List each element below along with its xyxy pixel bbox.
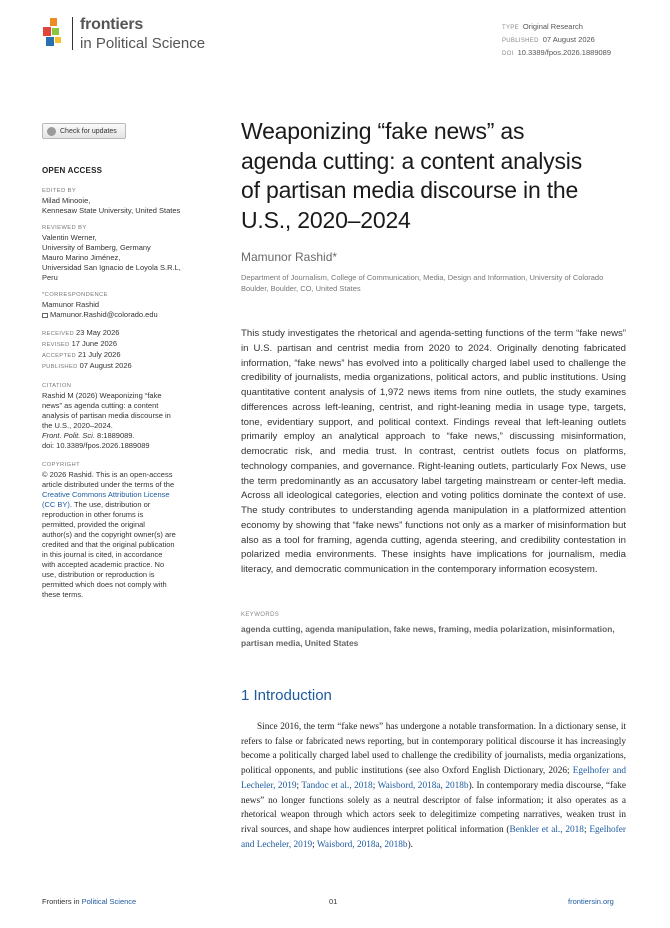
meta-type-value: Original Research [522, 22, 583, 31]
citation-line: Rashid M (2026) Weaponizing “fake [42, 391, 162, 400]
introduction-body [241, 720, 626, 852]
copyright-line: reproduction in other forums is [42, 510, 144, 519]
date-revised-value: 17 June 2026 [71, 339, 118, 348]
mail-icon [42, 313, 48, 318]
reference-link[interactable]: Benkler et al., 2018 [509, 824, 584, 835]
reference-link[interactable]: Egelhofer and Lecheler, 2019 [241, 824, 626, 850]
copyright-line: with accepted academic practice. No [42, 560, 165, 569]
cc-by-link[interactable]: (CC BY) [42, 500, 70, 509]
journal-name-bottom[interactable]: in Political Science [80, 35, 206, 52]
copyright-line: author(s) and the copyright owner(s) are [42, 530, 176, 539]
correspondence-email-row[interactable] [42, 310, 202, 320]
footer-journal-prefix: Frontiers in [42, 897, 82, 906]
copyright-line: these terms. [42, 590, 84, 599]
author-name[interactable]: Mamunor Rashid* [241, 250, 338, 264]
frontiers-logo-icon [42, 18, 66, 48]
reference-link[interactable]: 2018b [445, 780, 469, 791]
correspondence-label: *CORRESPONDENCE [42, 292, 108, 298]
footer-journal [42, 897, 136, 906]
date-revised-key: REVISED [42, 342, 70, 348]
title-line: of partisan media discourse in the [241, 177, 579, 203]
article-meta [502, 21, 611, 60]
introduction-text: ). [407, 839, 413, 850]
citation-journal: Front. Polit. Sci. [42, 431, 95, 440]
citation-line: the U.S., 2020–2024. [42, 421, 113, 430]
editor-name: Milad Minooie, [42, 196, 91, 205]
copyright-line: use, distribution or reproduction is [42, 570, 155, 579]
correspondence-name: Mamunor Rashid [42, 300, 100, 309]
citation-line: analysis of partisan media discourse in [42, 411, 171, 420]
article-title [241, 117, 641, 235]
title-line: agenda cutting: a content analysis [241, 147, 582, 174]
meta-published-key: PUBLISHED [502, 38, 539, 44]
introduction-text: ; [372, 780, 378, 791]
reference-link[interactable]: Tandoc et al., 2018 [301, 780, 373, 791]
check-for-updates-button[interactable] [42, 123, 126, 139]
reference-link[interactable]: 2018b [384, 839, 408, 850]
reviewer-line: Universidad San Ignacio de Loyola S.R.L, [42, 263, 181, 272]
keywords: agenda cutting, agenda manipulation, fake news, framing, media polarization, misinformation, partisan media, United States [241, 624, 615, 648]
reviewer-line: Peru [42, 273, 58, 282]
sidebar [42, 166, 202, 600]
reviewer-line: Valentin Werner, [42, 233, 97, 242]
date-received-value: 23 May 2026 [76, 328, 120, 337]
copyright-line: credited and that the original publication [42, 540, 175, 549]
introduction-text: Since 2016, the term “fake news” has undergone a notable transformation. In a dictionary sense, it refers to false or fabricated news reporting, but in contemporary political discourse it has increasingly become a politically charged label used to challenge the credibility of journalists, media organizations, political opponents, and public institutions (see also Oxford English Dictionary, 2026; [241, 722, 626, 777]
date-accepted-key: ACCEPTED [42, 353, 76, 359]
check-updates-icon [47, 127, 56, 136]
copyright-line: permitted which does not comply with [42, 580, 167, 589]
copyright-label: COPYRIGHT [42, 462, 81, 468]
date-published-value: 07 August 2026 [79, 361, 132, 370]
copyright-line: article distributed under the terms of the [42, 480, 175, 489]
cc-license-link[interactable]: Creative Commons Attribution License [42, 490, 170, 499]
edited-by-label: EDITED BY [42, 188, 77, 194]
introduction-text: ; [312, 839, 317, 850]
reviewed-by-label: REVIEWED BY [42, 225, 87, 231]
correspondence-email[interactable]: Mamunor.Rashid@colorado.edu [50, 310, 158, 319]
copyright-line: in this journal is cited, in accordance [42, 550, 163, 559]
abstract: This study investigates the rhetorical and agenda-setting functions of the term “fake news” in U.S. partisan and centrist media from 2020 to 2024. Originally denoting fabricated information, “fake news” has evolved into a politically charged label used to challenge the credibility of journalists, media organizations, political actors, and public institutions. Using quantitative content analysis of 1,972 news items from nine outlets, the study examines differences across left-leaning, centrist, and right-leaning media in usage type, targets, tone, evidentiary support, and political context. Findings reveal that left-leaning outlets primarily employ an analytical approach to “fake news,” discussing misinformation, democratic risk, and media trust. In contrast, centrist outlets focus on platforms, technology companies, and governance. Right-leaning outlets, particularly Fox News, use the term predominantly as an accusatory label targeting mainstream or center-left media. Across all ideological categories, election and voting politics dominate the context of use. The study contributes to understanding agenda manipulation in a platformized attention economy by showing that “fake news” functions not only as a marker of misinformation but also as a tool for framing, agenda cutting, agenda steering, and credibility contestation in polarized media environments. These insights have implications for journalism, media literacy, and democratic communication in the contemporary information ecosystem. [241, 328, 626, 575]
author-affiliation: Department of Journalism, College of Communication, Media, Design and Information, University of Colorado Boulder, Boulder, CO, United States [241, 273, 604, 293]
meta-type-key: TYPE [502, 25, 519, 31]
meta-doi-value[interactable]: 10.3389/fpos.2026.1889089 [517, 48, 611, 57]
citation-volume: 8:1889089. [94, 431, 135, 440]
citation-line: news” as agenda cutting: a content [42, 401, 159, 410]
reviewer-line: University of Bamberg, Germany [42, 243, 151, 252]
title-line: U.S., 2020–2024 [241, 206, 411, 233]
reviewer-line: Mauro Marino Jiménez, [42, 253, 121, 262]
open-access-label: OPEN ACCESS [42, 166, 103, 175]
footer-site-link[interactable]: frontiersin.org [568, 897, 614, 906]
meta-published-value: 07 August 2026 [542, 35, 595, 44]
introduction-text: ). In contemporary media discourse, “fake news” no longer functions solely as a neutral descriptor of false information; it also operates as a rhetorical weapon through which actors seek to delegitimize competing narratives, weaken trust in rival sources, and shape how audiences interpret political information ( [241, 780, 626, 835]
copyright-line: . The use, distribution or [69, 500, 151, 509]
logo-divider [72, 17, 73, 50]
introduction-text: , [379, 839, 385, 850]
copyright-line: © 2026 Rashid. This is an open-access [42, 470, 173, 479]
section-heading-introduction: 1 Introduction [241, 687, 332, 704]
introduction-text: , [440, 780, 446, 791]
title-line: Weaponizing “fake news” as [241, 118, 525, 144]
editor-affiliation: Kennesaw State University, United States [42, 206, 181, 215]
reference-link[interactable]: Waisbord, 2018a [316, 839, 380, 850]
dates-block [42, 328, 202, 372]
introduction-text: ; [583, 824, 590, 835]
reference-link[interactable]: Waisbord, 2018a [377, 780, 441, 791]
introduction-text: ; [296, 780, 302, 791]
footer-journal-link[interactable]: Political Science [81, 897, 137, 906]
citation-label: CITATION [42, 383, 72, 389]
journal-name-top[interactable]: frontiers [80, 16, 144, 33]
keywords-label: KEYWORDS [241, 612, 280, 618]
citation-doi: doi: 10.3389/fpos.2026.1889089 [42, 441, 150, 450]
reference-link[interactable]: Egelhofer and Lecheler, 2019 [241, 766, 626, 791]
check-updates-label: Check for updates [60, 128, 117, 135]
introduction-paragraph [241, 720, 626, 852]
date-published-key: PUBLISHED [42, 364, 78, 370]
date-accepted-value: 21 July 2026 [77, 350, 121, 359]
meta-doi-key: DOI [502, 51, 514, 57]
date-received-key: RECEIVED [42, 331, 75, 337]
page-number: 01 [329, 897, 338, 906]
copyright-line: permitted, provided the original [42, 520, 145, 529]
